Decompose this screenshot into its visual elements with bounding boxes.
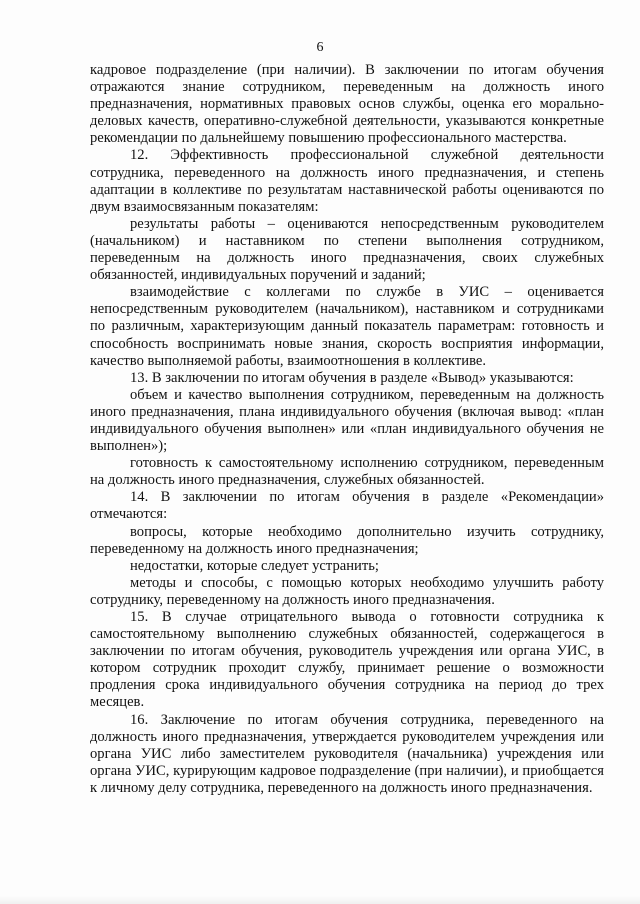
document-body [90, 62, 604, 797]
paragraph-questions: вопросы, которые необходимо дополнительно изучить сотруднику, переведенному на должность иного предназначения; [90, 523, 604, 557]
paragraph-item-14: 14. В заключении по итогам обучения в разделе «Рекомендации» отмечаются: [90, 489, 604, 523]
paragraph-item-16: 16. Заключение по итогам обучения сотрудника, переведенного на должность иного предназначения, утверждается руководителем учреждения или органа УИС либо заместителем руководителя (начальника) учреждения или органа УИС, курирующим кадровое подразделение (при наличии), и приобщается к личному делу сотрудника, переведенного на должность иного предназначения. [90, 711, 604, 796]
page-number: 6 [316, 40, 324, 55]
paragraph-work-results: результаты работы – оцениваются непосредственным руководителем (начальником) и наставником по степени выполнения сотрудником, переведенным на должность иного предназначения, своих служебных обязанностей, индивидуальных поручений и заданий; [90, 215, 604, 284]
paragraph-shortcomings: недостатки, которые следует устранить; [130, 557, 379, 574]
paragraph-item-13: 13. В заключении по итогам обучения в разделе «Вывод» указываются: [130, 369, 574, 386]
paragraph-readiness: готовность к самостоятельному исполнению сотрудником, переведенным на должность иного предназначения, служебных обязанностей. [90, 455, 604, 489]
paragraph-methods: методы и способы, с помощью которых необходимо улучшить работу сотруднику, переведенному на должность иного предназначения. [90, 574, 604, 608]
paragraph-continuation: кадровое подразделение (при наличии). В заключении по итогам обучения отражаются знание сотрудником, переведенным на должность иного предназначения, нормативных правовых основ службы, оценка его морально-деловых качеств, оперативно-служебной деятельности, указываются конкретные рекомендации по дальнейшему повышению профессионального мастерства. [90, 62, 604, 147]
paragraph-plan-completion: объем и качество выполнения сотрудником, переведенным на должность иного предназначения, плана индивидуального обучения (включая вывод: «план индивидуального обучения выполнен» или «план индивидуального обучения не выполнен»); [90, 386, 604, 455]
paragraph-colleague-interaction: взаимодействие с коллегами по службе в УИС – оценивается непосредственным руководителем (начальником), наставником и сотрудниками по различным, характеризующим данный показатель параметрам: готовность и способность воспринимать новые знания, скорость восприятия информации, качество выполняемой работы, взаимоотношения в коллективе. [90, 284, 604, 369]
paragraph-item-15: 15. В случае отрицательного вывода о готовности сотрудника к самостоятельному выполнению служебных обязанностей, содержащегося в заключении по итогам обучения, руководитель учреждения или органа УИС, в котором сотрудник проходит службу, принимает решение о возможности продления срока индивидуального обучения сотрудника на период до трех месяцев. [90, 609, 604, 711]
paragraph-item-12: 12. Эффективность профессиональной служебной деятельности сотрудника, переведенного на должность иного предназначения, и степень адаптации в коллективе по результатам наставнической работы оцениваются по двум взаимосвязанным показателям: [90, 147, 604, 215]
scan-edge-shadow [0, 896, 640, 904]
